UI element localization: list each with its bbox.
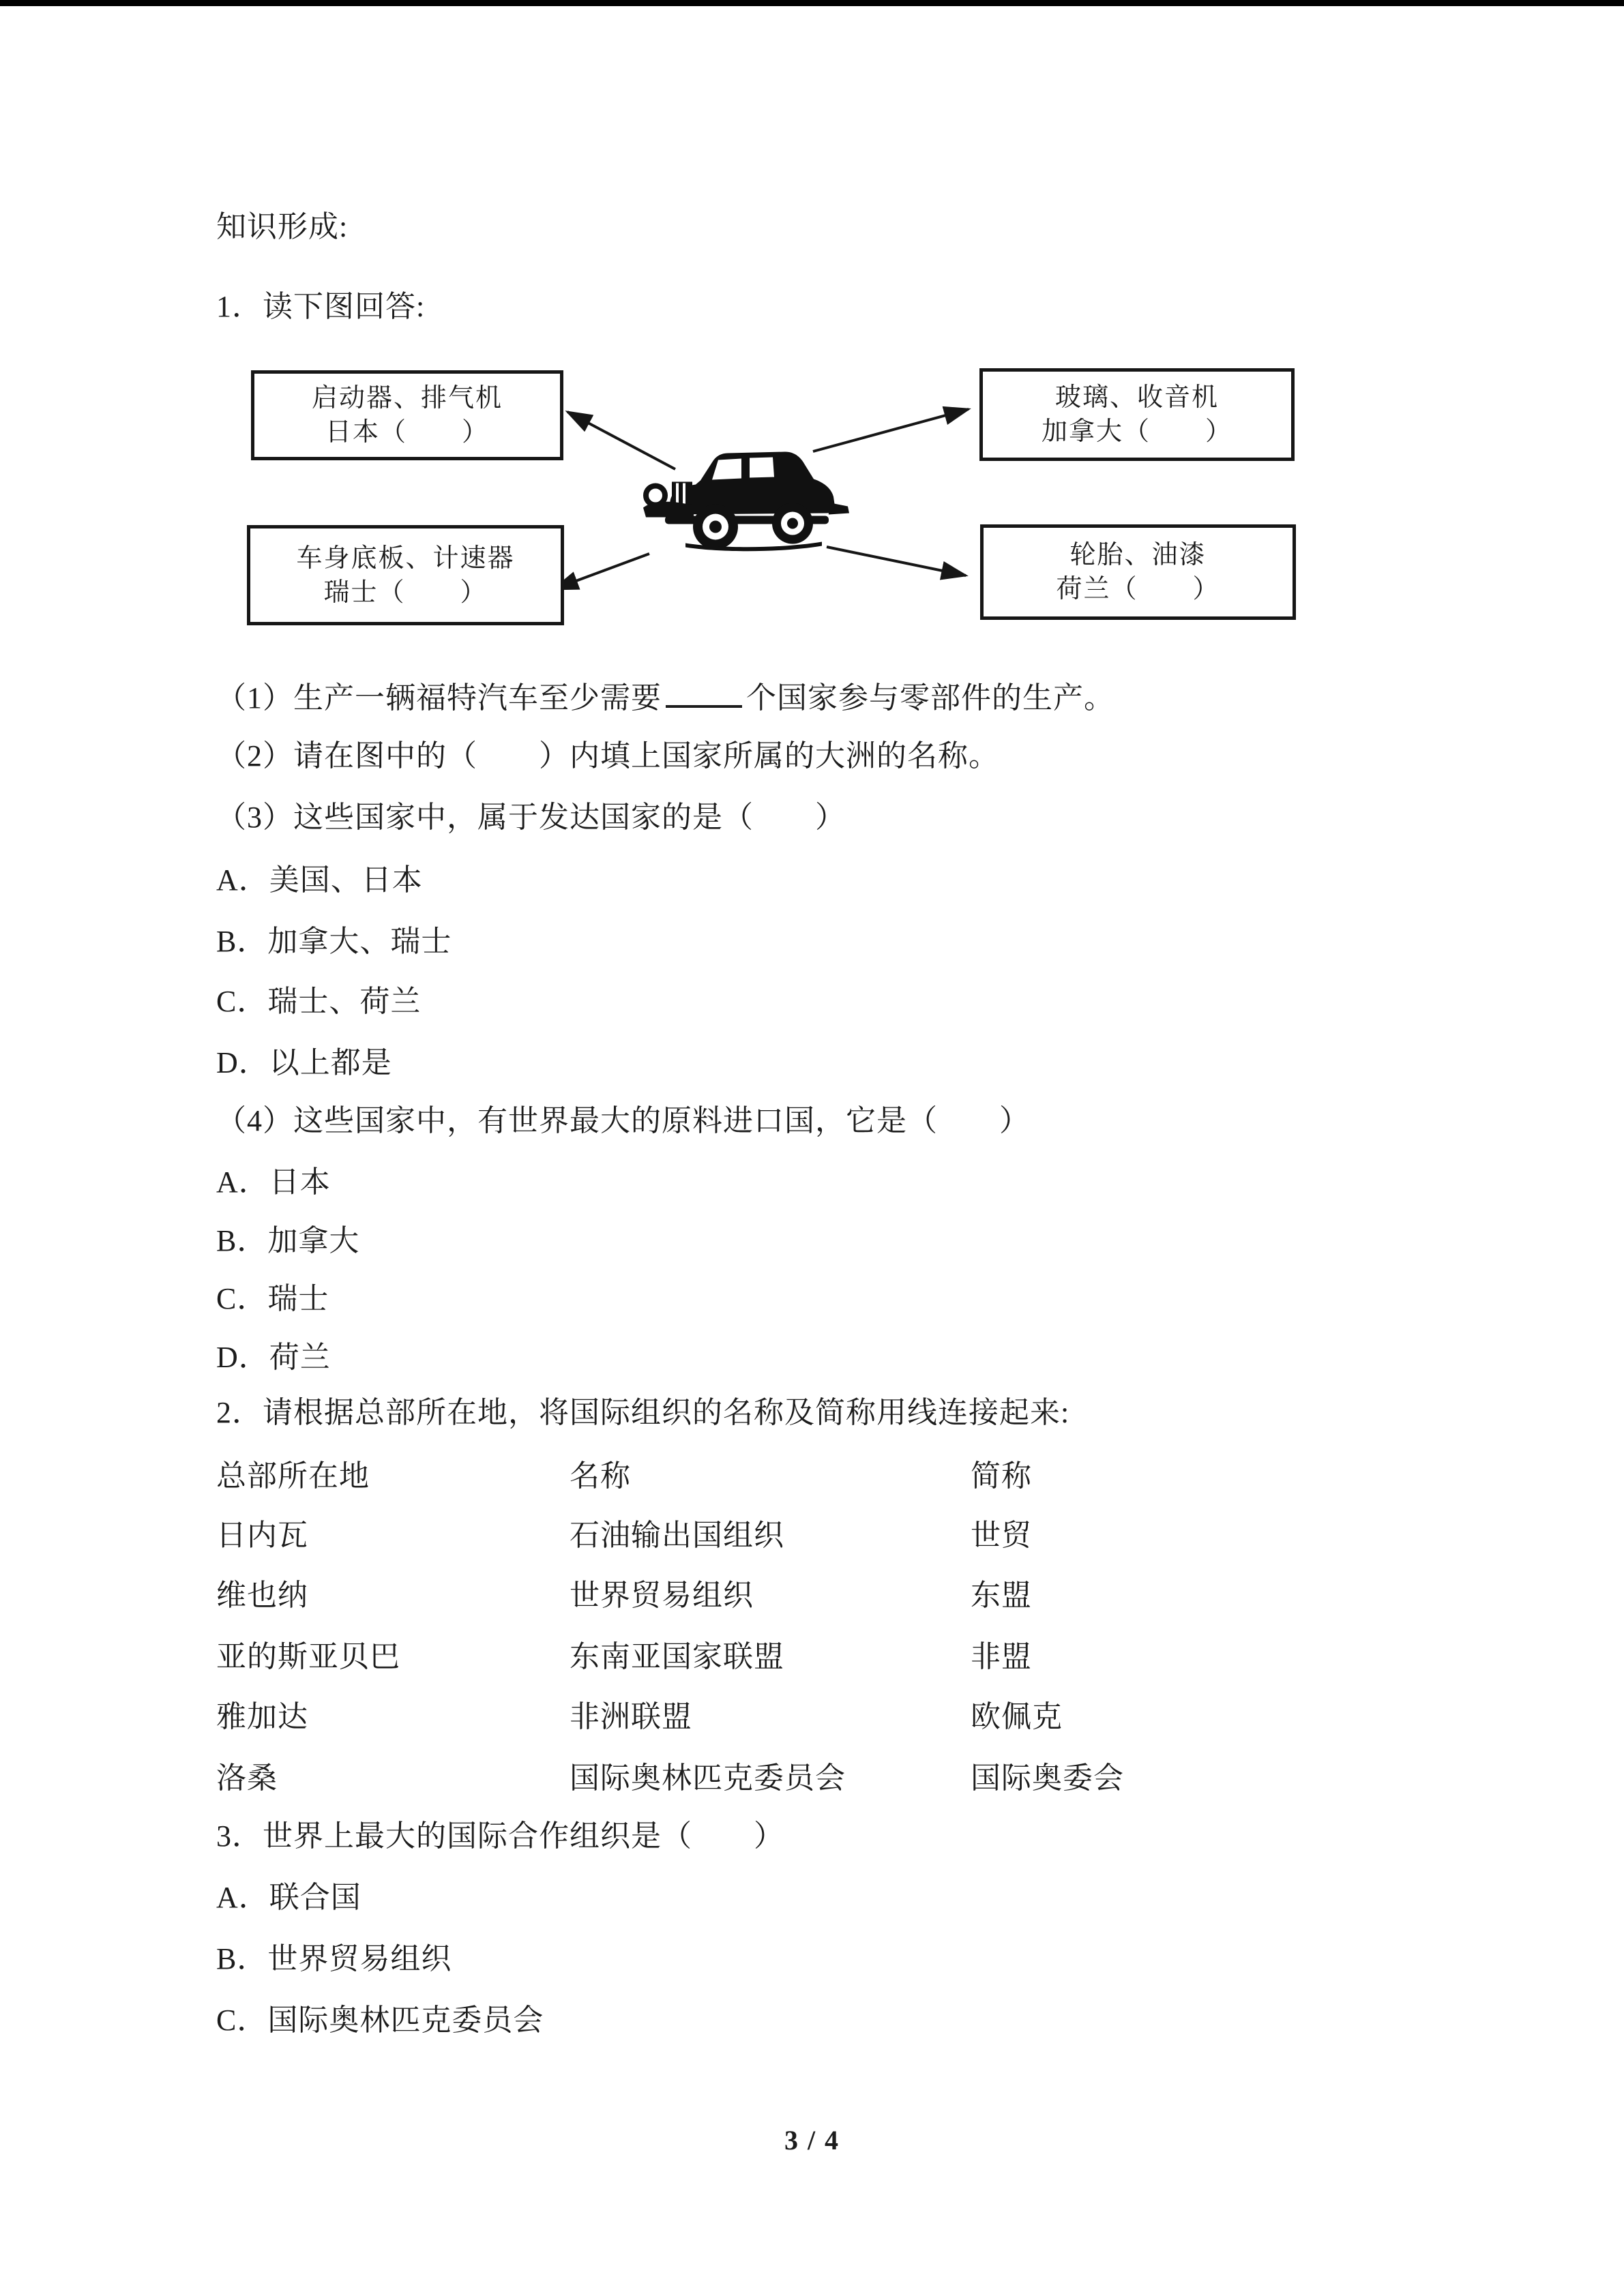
q1-sub4-option-d: D．荷兰 bbox=[216, 1341, 331, 1374]
box-parts-label: 启动器、排气机 bbox=[311, 384, 503, 413]
match-cell: 世贸 bbox=[971, 1519, 1032, 1552]
q1-sub1-suffix: 个国家参与零部件的生产。 bbox=[746, 681, 1114, 715]
match-cell: 维也纳 bbox=[216, 1579, 308, 1612]
box-country-label: 瑞士（ ） bbox=[323, 578, 488, 607]
section-heading: 知识形成: bbox=[216, 210, 349, 243]
box-country-label: 日本（ ） bbox=[325, 418, 489, 447]
q1-sub1-prefix: （1）生产一辆福特汽车至少需要 bbox=[216, 681, 662, 715]
match-table-row bbox=[216, 1697, 1444, 1737]
diagram-box-canada bbox=[979, 368, 1295, 461]
page-top-border bbox=[0, 0, 1624, 6]
box-country-label: 加拿大（ ） bbox=[1041, 417, 1232, 446]
car-parts-diagram bbox=[0, 355, 1624, 648]
match-cell: 亚的斯亚贝巴 bbox=[216, 1640, 400, 1673]
match-cell: 非洲联盟 bbox=[570, 1700, 692, 1733]
question2-lead: 2．请根据总部所在地，将国际组织的名称及简称用线连接起来: bbox=[216, 1396, 1070, 1429]
diagram-box-netherlands bbox=[980, 524, 1296, 620]
match-header-location: 总部所在地 bbox=[216, 1459, 370, 1493]
match-header-abbr: 简称 bbox=[971, 1459, 1032, 1493]
match-table-header-row bbox=[216, 1457, 1444, 1496]
match-cell: 石油输出国组织 bbox=[570, 1519, 784, 1552]
match-table-row bbox=[216, 1516, 1444, 1555]
match-cell: 欧佩克 bbox=[971, 1700, 1063, 1733]
q3-option-c: C．国际奥林匹克委员会 bbox=[216, 2003, 544, 2037]
car-icon bbox=[631, 438, 856, 557]
match-cell: 世界贸易组织 bbox=[570, 1579, 754, 1612]
question3-lead: 3．世界上最大的国际合作组织是（ ） bbox=[216, 1819, 784, 1853]
match-table-row bbox=[216, 1759, 1444, 1798]
box-parts-label: 轮胎、油漆 bbox=[1069, 541, 1207, 569]
match-cell: 东盟 bbox=[971, 1579, 1032, 1612]
q1-sub2: （2）请在图中的（ ）内填上国家所属的大洲的名称。 bbox=[216, 739, 999, 773]
q1-sub4-option-c: C．瑞士 bbox=[216, 1282, 329, 1315]
match-cell: 日内瓦 bbox=[216, 1519, 308, 1552]
question1-lead: 1．读下图回答: bbox=[216, 290, 426, 323]
q1-sub3-option-b: B．加拿大、瑞士 bbox=[216, 925, 452, 958]
q1-sub4-option-a: A．日本 bbox=[216, 1165, 331, 1199]
page-number: 3 / 4 bbox=[784, 2125, 840, 2156]
q1-sub3-option-d: D．以上都是 bbox=[216, 1046, 392, 1079]
box-country-label: 荷兰（ ） bbox=[1056, 575, 1220, 603]
match-header-name: 名称 bbox=[570, 1459, 631, 1493]
match-cell: 国际奥林匹克委员会 bbox=[570, 1761, 846, 1795]
match-cell: 洛桑 bbox=[216, 1761, 278, 1795]
q1-sub3-option-c: C．瑞士、荷兰 bbox=[216, 985, 422, 1018]
box-parts-label: 车身底板、计速器 bbox=[296, 543, 515, 573]
match-cell: 非盟 bbox=[971, 1640, 1032, 1673]
fill-in-blank bbox=[666, 681, 742, 708]
match-table-row bbox=[216, 1576, 1444, 1615]
q1-sub3: （3）这些国家中，属于发达国家的是（ ） bbox=[216, 801, 846, 834]
match-cell: 雅加达 bbox=[216, 1700, 308, 1733]
q1-sub4-option-b: B．加拿大 bbox=[216, 1224, 360, 1257]
q1-sub3-option-a: A．美国、日本 bbox=[216, 863, 423, 897]
match-cell: 国际奥委会 bbox=[971, 1761, 1124, 1795]
q1-sub1 bbox=[216, 679, 1114, 718]
diagram-box-switzerland bbox=[247, 525, 564, 625]
q3-option-a: A．联合国 bbox=[216, 1881, 361, 1914]
q3-option-b: B．世界贸易组织 bbox=[216, 1942, 452, 1976]
q1-sub4: （4）这些国家中，有世界最大的原料进口国，它是（ ） bbox=[216, 1104, 1030, 1137]
box-parts-label: 玻璃、收音机 bbox=[1054, 383, 1219, 412]
diagram-box-japan bbox=[251, 370, 563, 460]
match-table-row bbox=[216, 1637, 1444, 1677]
match-cell: 东南亚国家联盟 bbox=[570, 1640, 784, 1673]
